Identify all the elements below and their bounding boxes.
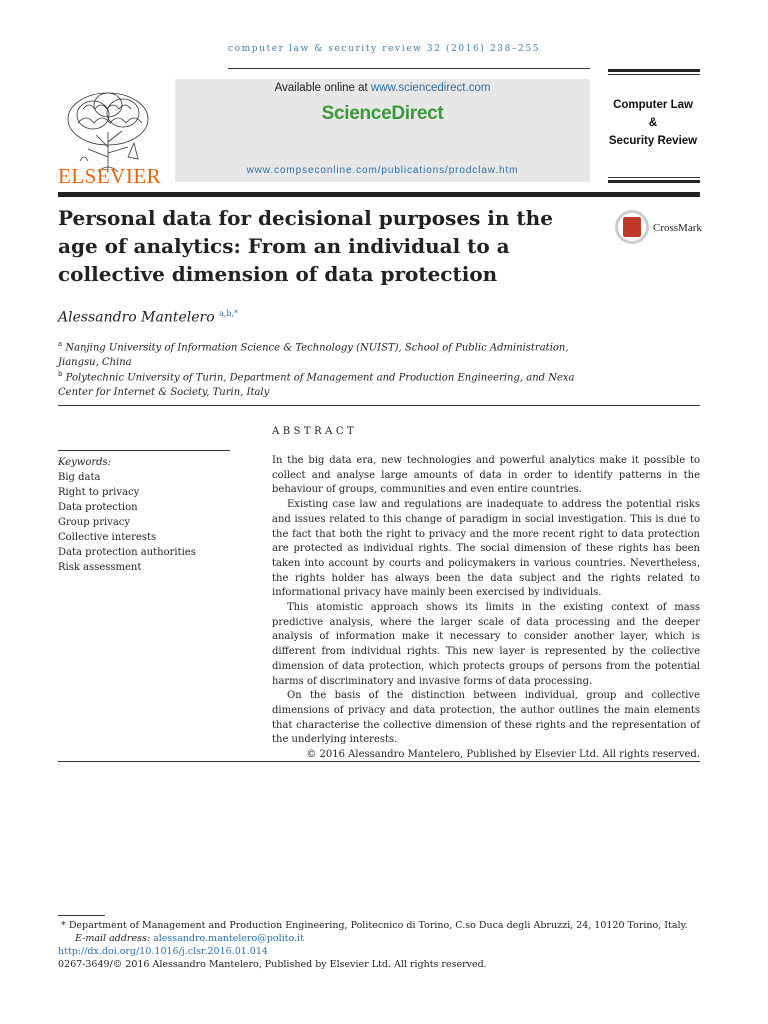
journal-name-line3: Security Review xyxy=(608,135,698,147)
keywords-block xyxy=(58,455,196,575)
footnote-mark: * xyxy=(61,920,66,931)
affiliation-mark: b xyxy=(58,370,63,378)
affiliation-a xyxy=(58,337,578,370)
journal-name-line2: & xyxy=(648,117,658,129)
journal-box-top-rule-thin xyxy=(608,74,700,75)
available-online-text: Available online at xyxy=(274,82,371,94)
crossmark-label: CrossMark xyxy=(653,222,702,234)
issn-copyright-line: 0267-3649/© 2016 Alessandro Mantelero, Published by Elsevier Ltd. All rights reserved. xyxy=(58,959,487,970)
abstract-heading: ABSTRACT xyxy=(272,426,358,437)
keywords-rule xyxy=(58,450,230,451)
keyword-item: Big data xyxy=(58,472,101,483)
keyword-item: Data protection xyxy=(58,502,138,513)
abstract-paragraph: On the basis of the distinction between individual, group and collective dimensions of privacy and data protection, the author outlines the main elements that characterise the collective dimension of these rights and the representation of the underlying interests. xyxy=(272,690,700,746)
abstract-paragraph: Existing case law and regulations are inadequate to address the potential risks and issues related to this change of paradigm in social investigation. This is due to the fact that both the right to privacy and the more recent right to data protection are protected as individual rights. The social dimension of these rights has been taken into account by courts and policymakers in various countries. Nevertheless, the rights holder has always been the data subject and the rights related to informational privacy have mainly been exercised by individuals. xyxy=(272,499,700,599)
keywords-label: Keywords: xyxy=(58,457,112,468)
affiliation-b xyxy=(58,367,578,400)
header-rule xyxy=(228,68,590,69)
doi-link[interactable]: http://dx.doi.org/10.1016/j.clsr.2016.01.014 xyxy=(58,946,268,957)
affiliation-mark: a xyxy=(58,340,63,348)
email-label: E-mail address: xyxy=(75,933,151,944)
masthead-divider xyxy=(58,192,700,197)
keyword-item: Data protection authorities xyxy=(58,547,196,558)
crossmark-icon xyxy=(615,210,649,244)
author-affiliation-marks[interactable]: a,b,* xyxy=(219,309,239,318)
abstract-bottom-rule xyxy=(58,761,700,762)
journal-box-bottom-rule xyxy=(608,180,700,183)
abstract-paragraph: In the big data era, new technologies and powerful analytics make it possible to collect and analyse large amounts of data in order to identify patterns in the behaviour of groups, communities and even entire countries. xyxy=(272,455,700,496)
email-link[interactable]: alessandro.mantelero@polito.it xyxy=(153,933,304,944)
keyword-item: Group privacy xyxy=(58,517,131,528)
abstract-body xyxy=(272,454,700,763)
journal-box-bottom-rule-thin xyxy=(608,177,700,178)
author-line xyxy=(58,309,238,326)
footnote-rule xyxy=(58,915,105,916)
affiliation-text: Nanjing University of Information Science & Technology (NUIST), School of Public Administration, Jiangsu, China xyxy=(58,342,569,369)
front-matter-rule xyxy=(58,405,700,406)
sciencedirect-link[interactable]: www.sciencedirect.com xyxy=(370,82,491,94)
available-online-line xyxy=(175,82,590,94)
sciencedirect-brand: ScienceDirect xyxy=(321,103,444,124)
crossmark-badge[interactable] xyxy=(615,210,702,244)
elsevier-wordmark: ELSEVIER xyxy=(58,164,162,188)
keyword-item: Risk assessment xyxy=(58,562,142,573)
abstract-copyright: © 2016 Alessandro Mantelero, Published by Elsevier Ltd. All rights reserved. xyxy=(306,749,700,761)
abstract-paragraph: This atomistic approach shows its limits in the existing context of mass predictive analysis, where the larger scale of data processing and the deeper analysis of information make it necessary to consider another layer, which is different from individual rights. This new layer is represented by the collective dimension of data protection, which protects groups of persons from the potential harms of discriminatory and invasive forms of data processing. xyxy=(272,602,700,687)
journal-homepage-link[interactable]: www.compseconline.com/publications/prodclaw.htm xyxy=(246,165,519,176)
keyword-item: Collective interests xyxy=(58,532,157,543)
footnote-block xyxy=(58,919,718,971)
corresponding-author-note xyxy=(58,919,718,932)
journal-box-top-rule xyxy=(608,69,700,72)
email-line xyxy=(58,932,718,945)
journal-name xyxy=(606,96,700,150)
article-title: Personal data for decisional purposes in the age of analytics: From an individual to a collective dimension of data protection xyxy=(58,206,553,286)
journal-citation-line: computer law & security review 32 (2016) 238–255 xyxy=(227,44,541,54)
footnote-text: Department of Management and Production Engineering, Politecnico di Torino, C.so Duca degli Abruzzi, 24, 10120 Torino, Italy. xyxy=(68,920,688,931)
journal-name-line1: Computer Law xyxy=(613,99,693,111)
keyword-item: Right to privacy xyxy=(58,487,140,498)
affiliation-text: Polytechnic University of Turin, Department of Management and Production Engineering, and Nexa Center for Internet & Society, Turin, Italy xyxy=(58,372,575,399)
author-name: Alessandro Mantelero xyxy=(58,309,215,326)
